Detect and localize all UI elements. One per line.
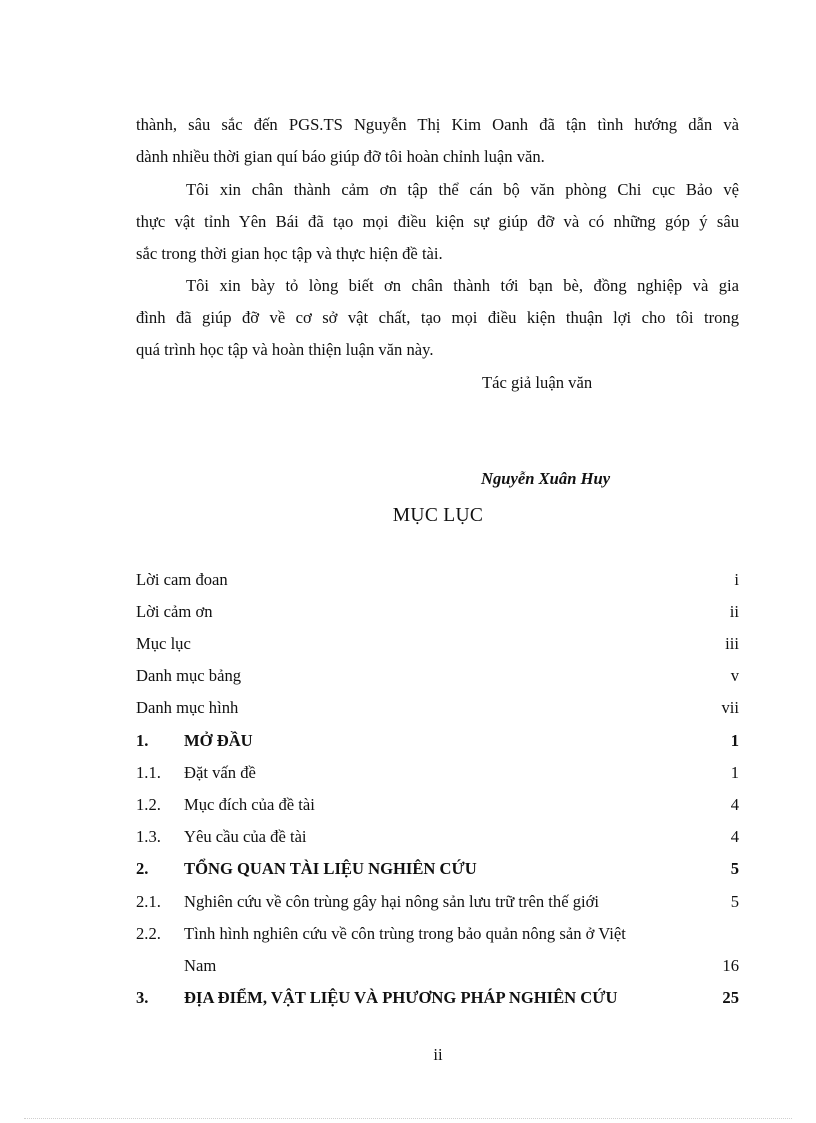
toc-entry-page: v [730, 666, 739, 685]
toc-entry [136, 665, 739, 687]
toc-entry [136, 601, 739, 623]
toc-entry [136, 987, 739, 1009]
toc-entry-number: 1.2. [136, 795, 161, 814]
ack-line-1: thành, sâu sắc đến PGS.TS Nguyễn Thị Kim Oanh đã tận tình hướng dẫn và [136, 115, 739, 134]
toc-entry-text: Nghiên cứu về côn trùng gây hại nông sản lưu trữ trên thế giới [184, 892, 600, 911]
toc-entry-number: 1.1. [136, 763, 161, 782]
ack-line-7: đình đã giúp đỡ về cơ sở vật chất, tạo mọi điều kiện thuận lợi cho tôi trong [136, 308, 739, 327]
toc-entry-page: 1 [730, 731, 739, 750]
ack-line-8: quá trình học tập và hoàn thiện luận văn này. [136, 340, 434, 359]
toc-entry-text: Yêu cầu của đề tài [184, 827, 307, 846]
toc-entry-text: Mục đích của đề tài [184, 795, 315, 814]
page-number: ii [433, 1045, 443, 1064]
toc-entry-text: MỞ ĐẦU [184, 731, 253, 750]
toc-entry-number: 2.2. [136, 924, 161, 943]
toc-entry-page: iii [725, 634, 739, 653]
toc-entry-number: 1. [136, 731, 149, 750]
toc-entry [136, 858, 739, 880]
toc-entry [136, 697, 739, 719]
toc-title: MỤC LỤC [392, 505, 484, 526]
author-name: Nguyễn Xuân Huy [481, 469, 611, 488]
toc-entry-number: 2.1. [136, 892, 161, 911]
toc-entry-page: 25 [722, 988, 739, 1007]
toc-entry [136, 569, 739, 591]
toc-entry [136, 826, 739, 848]
toc-entry-page: 16 [722, 956, 739, 975]
ack-line-4: thực vật tỉnh Yên Bái đã tạo mọi điều kiện sự giúp đỡ và có những góp ý sâu [136, 212, 739, 231]
toc-entry-text: ĐỊA ĐIỂM, VẬT LIỆU VÀ PHƯƠNG PHÁP NGHIÊN CỨU [184, 988, 618, 1007]
toc-entry-text: Đặt vấn đề [184, 763, 256, 782]
toc-entry-number: 3. [136, 988, 149, 1007]
ack-line-3: Tôi xin chân thành cảm ơn tập thể cán bộ văn phòng Chi cục Bảo vệ [186, 180, 739, 199]
ack-line-6: Tôi xin bày tỏ lòng biết ơn chân thành tới bạn bè, đồng nghiệp và gia [186, 276, 739, 295]
toc-entry-text: Danh mục hình [136, 698, 239, 717]
toc-entry-page: vii [721, 698, 739, 717]
toc-entry [136, 923, 739, 945]
toc-entry [136, 730, 739, 752]
toc-entry-page: 5 [730, 892, 739, 911]
toc-entry-page: ii [729, 602, 739, 621]
page-bottom-border [24, 1118, 792, 1119]
toc-entry-text: Lời cảm ơn [136, 602, 213, 621]
toc-entry-text: Tình hình nghiên cứu về côn trùng trong bảo quản nông sản ở Việt [184, 924, 626, 943]
toc-entry-page: 1 [730, 763, 739, 782]
toc-entry-text: Danh mục bảng [136, 666, 242, 685]
toc-entry [136, 762, 739, 784]
ack-line-2: dành nhiều thời gian quí báo giúp đỡ tôi hoàn chỉnh luận văn. [136, 147, 545, 166]
toc-entry-text: Mục lục [136, 634, 191, 653]
toc-entry-page: i [734, 570, 739, 589]
toc-entry-number: 1.3. [136, 827, 161, 846]
toc-entry [136, 633, 739, 655]
toc-entry-page: 4 [730, 827, 739, 846]
toc-entry [136, 955, 739, 977]
toc-entry-text: Nam [184, 956, 217, 975]
toc-entry-page: 5 [730, 859, 739, 878]
ack-line-5: sắc trong thời gian học tập và thực hiện đề tài. [136, 244, 443, 263]
toc-entry-text: Lời cam đoan [136, 570, 228, 589]
toc-entry-text: TỔNG QUAN TÀI LIỆU NGHIÊN CỨU [184, 859, 477, 878]
toc-entry [136, 794, 739, 816]
author-role: Tác giả luận văn [482, 373, 593, 392]
toc-entry-number: 2. [136, 859, 149, 878]
toc-entry-page: 4 [730, 795, 739, 814]
toc-entry [136, 891, 739, 913]
